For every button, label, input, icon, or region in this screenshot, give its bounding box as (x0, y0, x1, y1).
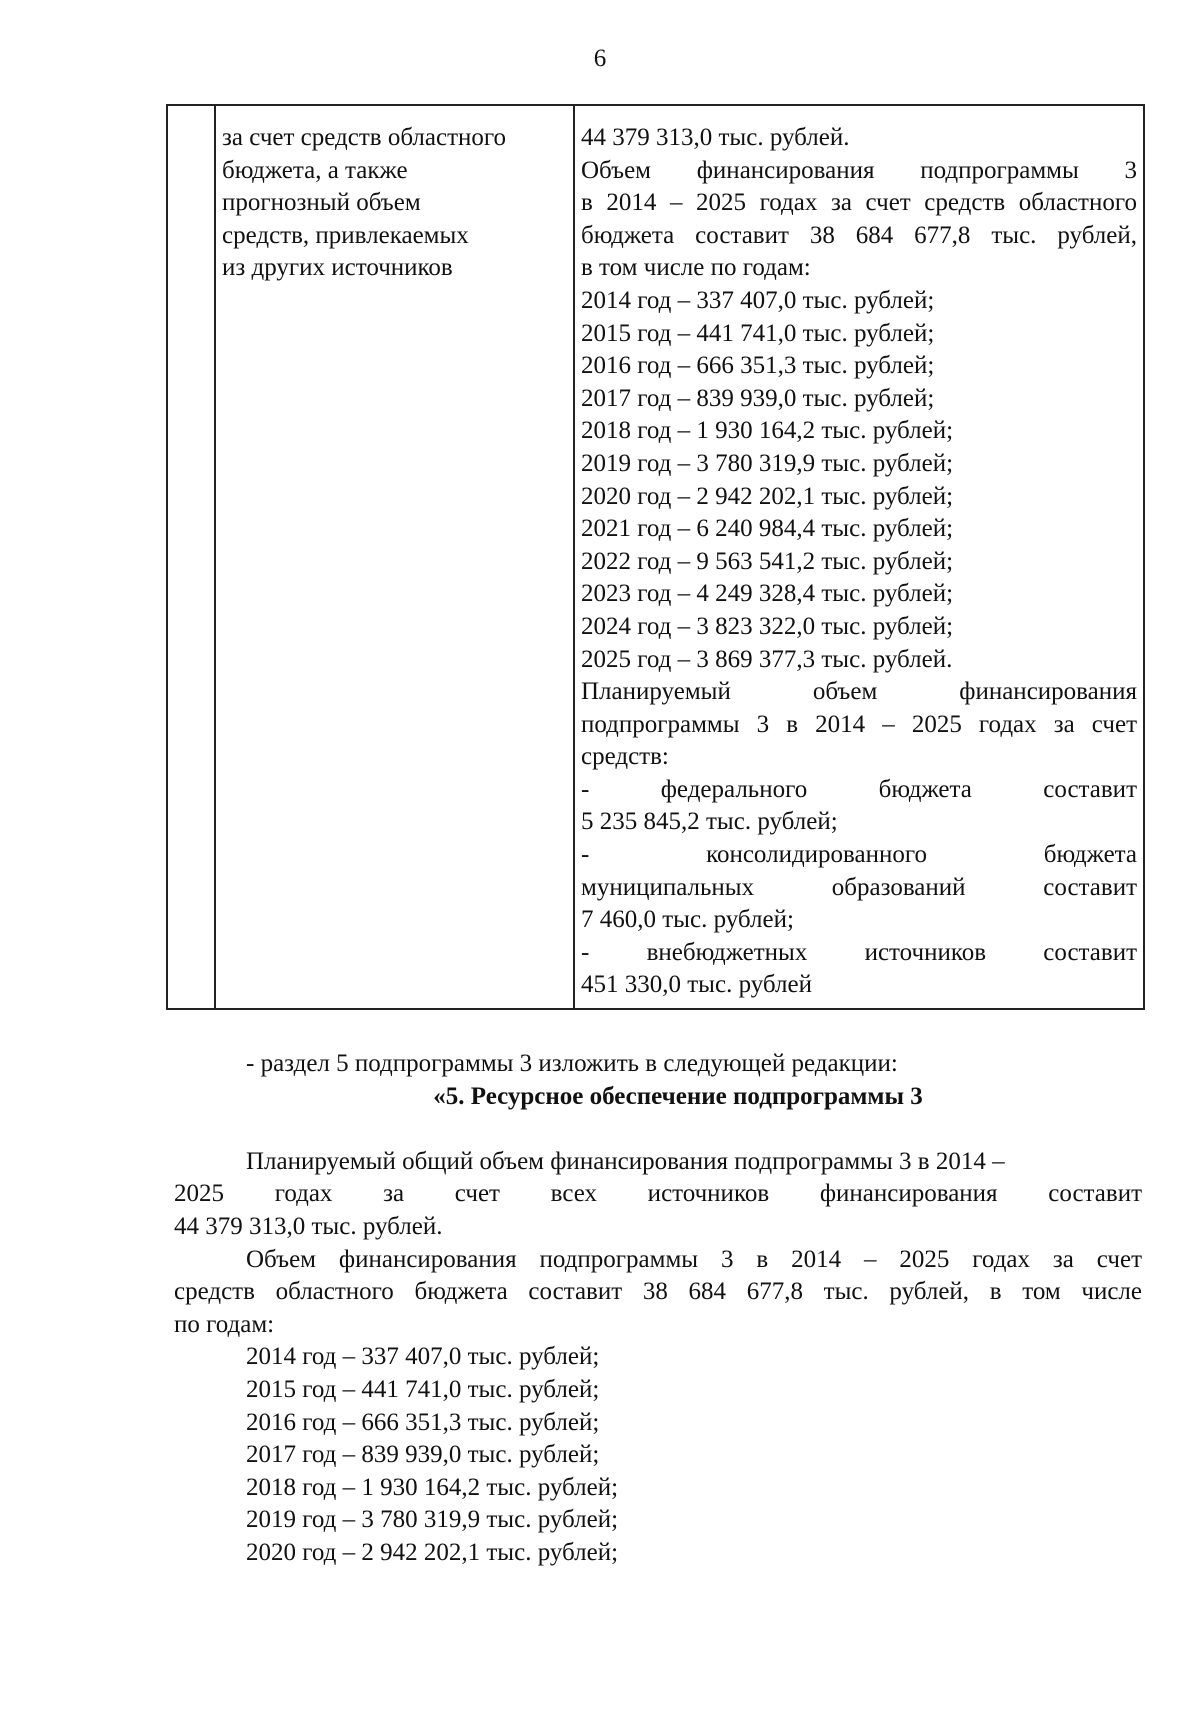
value-line: 2017 год – 839 939,0 тыс. рублей; (581, 384, 935, 412)
value-line: в 2014 – 2025 годах за счет средств областного (581, 189, 1137, 217)
paragraph-total-funding (174, 1146, 1142, 1244)
value-line: Объем финансирования подпрограммы 3 (581, 156, 1137, 184)
value-line: 2015 год – 441 741,0 тыс. рублей; (581, 319, 935, 347)
list-item: 2016 год – 666 351,3 тыс. рублей; (246, 1408, 600, 1436)
label-lines (222, 122, 567, 285)
value-line: - консолидированного бюджета (581, 841, 1137, 869)
table-cell-blank (167, 105, 215, 1009)
page-number: 6 (593, 45, 607, 72)
label-line: за счет средств областного (222, 124, 507, 151)
value-line: 44 379 313,0 тыс. рублей. (581, 124, 850, 151)
document-body (174, 1048, 1142, 1570)
value-line: 2022 год – 9 563 541,2 тыс. рублей; (581, 547, 954, 575)
value-line: - внебюджетных источников составит (581, 938, 1137, 966)
paragraph-line: 44 379 313,0 тыс. рублей. (174, 1212, 443, 1240)
value-line: 2018 год – 1 930 164,2 тыс. рублей; (581, 417, 954, 445)
value-line: 451 330,0 тыс. рублей (581, 971, 812, 999)
value-line: 2021 год – 6 240 984,4 тыс. рублей; (581, 515, 954, 543)
value-line: 7 460,0 тыс. рублей; (581, 906, 794, 934)
value-lines (581, 122, 1137, 1002)
label-line: бюджета, а также (222, 156, 408, 184)
paragraph-line: Объем финансирования подпрограммы 3 в 2014 – 2025 годах за счет (246, 1245, 1142, 1273)
value-line: 2025 год – 3 869 377,3 тыс. рублей. (581, 645, 953, 673)
value-line: 5 235 845,2 тыс. рублей; (581, 808, 838, 836)
list-item: 2019 год – 3 780 319,9 тыс. рублей; (246, 1506, 619, 1534)
value-line: 2014 год – 337 407,0 тыс. рублей; (581, 286, 935, 314)
list-item: 2020 год – 2 942 202,1 тыс. рублей; (246, 1538, 619, 1566)
value-line: в том числе по годам: (581, 254, 811, 282)
label-line: прогнозный объем (222, 189, 421, 217)
year-list (174, 1341, 1142, 1569)
section-intro: - раздел 5 подпрограммы 3 изложить в следующей редакции: (246, 1050, 898, 1077)
table-cell-label (215, 105, 574, 1009)
table-row (167, 105, 1144, 1009)
value-line: 2023 год – 4 249 328,4 тыс. рублей; (581, 580, 954, 608)
value-line: подпрограммы 3 в 2014 – 2025 годах за счет (581, 710, 1137, 738)
value-line: 2019 год – 3 780 319,9 тыс. рублей; (581, 449, 954, 477)
value-line: 2016 год – 666 351,3 тыс. рублей; (581, 352, 935, 380)
value-line: бюджета составит 38 684 677,8 тыс. рублей, (581, 221, 1137, 249)
value-line: 2024 год – 3 823 322,0 тыс. рублей; (581, 612, 954, 640)
paragraph-line: по годам: (174, 1310, 275, 1338)
value-line: Планируемый объем финансирования (581, 678, 1137, 706)
section-heading: «5. Ресурсное обеспечение подпрограммы 3 (433, 1082, 923, 1110)
value-line: - федерального бюджета составит (581, 775, 1137, 803)
list-item: 2018 год – 1 930 164,2 тыс. рублей; (246, 1473, 619, 1501)
list-item: 2017 год – 839 939,0 тыс. рублей; (246, 1441, 600, 1469)
value-line: 2020 год – 2 942 202,1 тыс. рублей; (581, 482, 954, 510)
paragraph-line: 2025 годах за счет всех источников финансирования составит (174, 1180, 1142, 1208)
blank-line (174, 1113, 1142, 1146)
value-line: муниципальных образований составит (581, 873, 1137, 901)
paragraph-line: Планируемый общий объем финансирования подпрограммы 3 в 2014 – (246, 1147, 1005, 1175)
paragraph-regional-funding (174, 1244, 1142, 1342)
value-line: средств: (581, 743, 669, 771)
label-line: из других источников (222, 254, 453, 282)
list-item: 2014 год – 337 407,0 тыс. рублей; (246, 1343, 600, 1371)
list-item: 2015 год – 441 741,0 тыс. рублей; (246, 1375, 600, 1403)
passport-table (166, 104, 1145, 1010)
label-line: средств, привлекаемых (222, 221, 469, 249)
paragraph-line: средств областного бюджета составит 38 684 677,8 тыс. рублей, в том числе (174, 1278, 1142, 1306)
table-cell-value (574, 105, 1144, 1009)
